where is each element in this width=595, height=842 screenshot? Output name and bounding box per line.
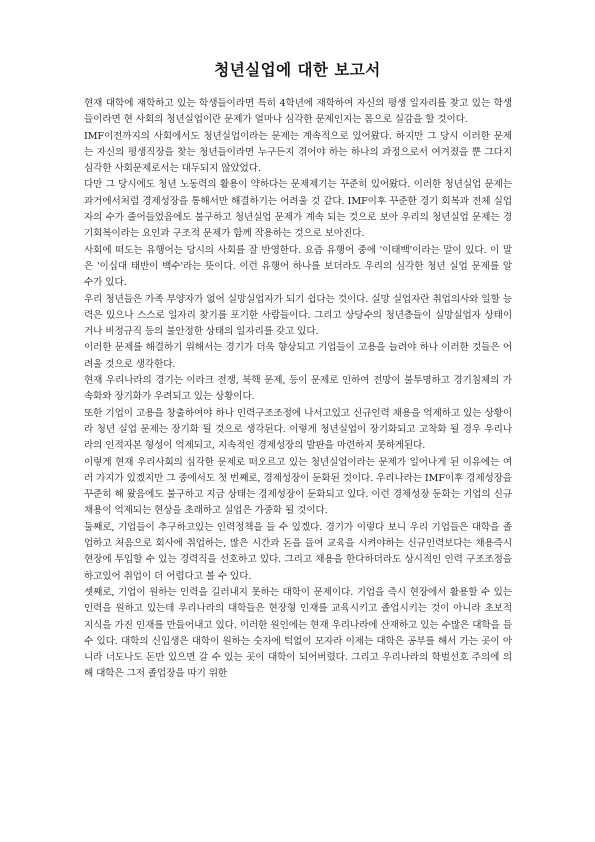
paragraph: 셋째로, 기업이 원하는 인력을 길러내지 못하는 대학이 문제이다. 기업을 즉시 현장에서 활용할 수 있는 인력을 원하고 있는데 우리나라의 대학들은 현장형 인재를 교육시키고 졸업시키는 것이 아니라 초보적 지식을 가진 인재를 만들어내고 있다. 이러한 원인에는 현재 우리나라에 산재하고 있는 수많은 대학을 들 수 있다. 대학의 신입생은 대학이 원하는 숫자에 턱없이 모자라 이제는 대학은 공부를 해서 가는 곳이 아니라 너도나도 돈만 있으면 갈 수 있는 곳이 대학이 되어버렸다. 그리고 우리나라의 학벌선호 주의에 의해 대학은 그저 졸업장을 따기 위한 <box>84 586 512 680</box>
paragraph: 또한 기업이 고용을 창출하여야 하나 인력구조조정에 나서고있고 신규인력 채용을 억제하고 있는 상황이라 청년 실업 문제는 장기화 될 것으로 생각된다. 이렇게 청년실업이 장기화되고 고착화 될 경우 우리나라의 인적자본 형성이 억제되고, 지속적인 경제성장의 발판을 마련하지 못하게된다. <box>84 407 512 452</box>
paragraph: 이렇게 현재 우리사회의 심각한 문제로 떠오르고 있는 청년실업이라는 문제가 일어나게 된 이유에는 여러 가지가 있겠지만 그 중에서도 첫 번째로, 경제성장이 둔화된 것이다. 우리나라는 IMF이후 경제성장을 꾸준히 해 왔음에도 불구하고 지금 상태는 경제성장이 둔화되고 있다. 이런 경제성장 둔화는 기업의 신규채용이 억제되는 현상을 초래하고 실업은 가중화 될 것이다. <box>84 456 512 517</box>
paragraph: 현재 대학에 재학하고 있는 학생들이라면 특히 4학년에 재학하여 자신의 평생 일자리를 찾고 있는 학생들이라면 현 사회의 청년실업이란 문제가 얼마나 심각한 문제인지는 몸으로 실감을 할 것이다. <box>84 98 512 126</box>
paragraph: 둘째로, 기업들이 추구하고있는 인력정책을 들 수 있겠다. 경기가 이렇다 보니 우리 기업들은 대학을 졸업하고 처음으로 회사에 취업하는, 많은 시간과 돈을 들여 교육을 시켜야하는 신규인력보다는 채용즉시 현장에 투입할 수 있는 경력직을 선호하고 있다. 그리고 채용을 한다하더라도 상시적인 인력 구조조정을 하고있어 취업이 더 어렵다고 볼 수 있다. <box>84 521 512 582</box>
paragraph: 사회에 떠도는 유행어는 당시의 사회를 잘 반영한다. 요즘 유행어 중에 '이태백'이라는 말이 있다. 이 말은 '이십대 태반이 백수'라는 뜻이다. 이런 유행어 하나를 보더라도 우리의 심각한 청년 실업 문제를 알 수가 있다. <box>84 244 512 289</box>
paragraph: 이러한 문제를 해결하기 위해서는 경기가 더욱 향상되고 기업들이 고용을 늘려야 하나 이러한 것들은 어려울 것으로 생각한다. <box>84 342 512 370</box>
paragraph: 다만 그 당시에도 청년 노동력의 활용이 약하다는 문제제기는 꾸준히 있어왔다. 이러한 청년실업 문제는 과거에서처럼 경제성장을 통해서만 해결하기는 어려울 것 같다. IMF이후 꾸준한 경기 회복과 전체 실업자의 수가 줄어들었음에도 불구하고 청년실업 문제가 계속 되는 것으로 보아 우리의 청년실업 문제는 경기회복이라는 요인과 구조적 문제가 함께 작용하는 것으로 보아진다. <box>84 179 512 240</box>
document-title: 청년실업에 대한 보고서 <box>214 61 381 79</box>
paragraph: 우리 청년들은 가족 부양자가 없어 실망실업자가 되기 쉽다는 것이다. 실망 실업자란 취업의사와 일할 능력은 있으나 스스로 일자리 찾기를 포기한 사람들이다. 그리고 상당수의 청년층들이 실망실업자 상태이거나 비정규직 등의 불안정한 상태의 일자리를 갖고 있다. <box>84 293 512 338</box>
document-body <box>84 96 512 683</box>
paragraph: IMF이전까지의 사회에서도 청년실업이라는 문제는 계속적으로 있어왔다. 하지만 그 당시 이러한 문제는 자신의 평생직장을 찾는 청년들이라면 누구든지 겪어야 하는 하나의 과정으로서 여겨졌을 뿐 그다지 심각한 사회문제로서는 대두되지 않았었다. <box>84 130 512 175</box>
paragraph: 현재 우리나라의 경기는 이라크 전쟁, 북핵 문제, 등이 문제로 인하여 전망이 불투명하고 경기침체의 가속화와 장기화가 우려되고 있는 상황이다. <box>84 375 512 403</box>
